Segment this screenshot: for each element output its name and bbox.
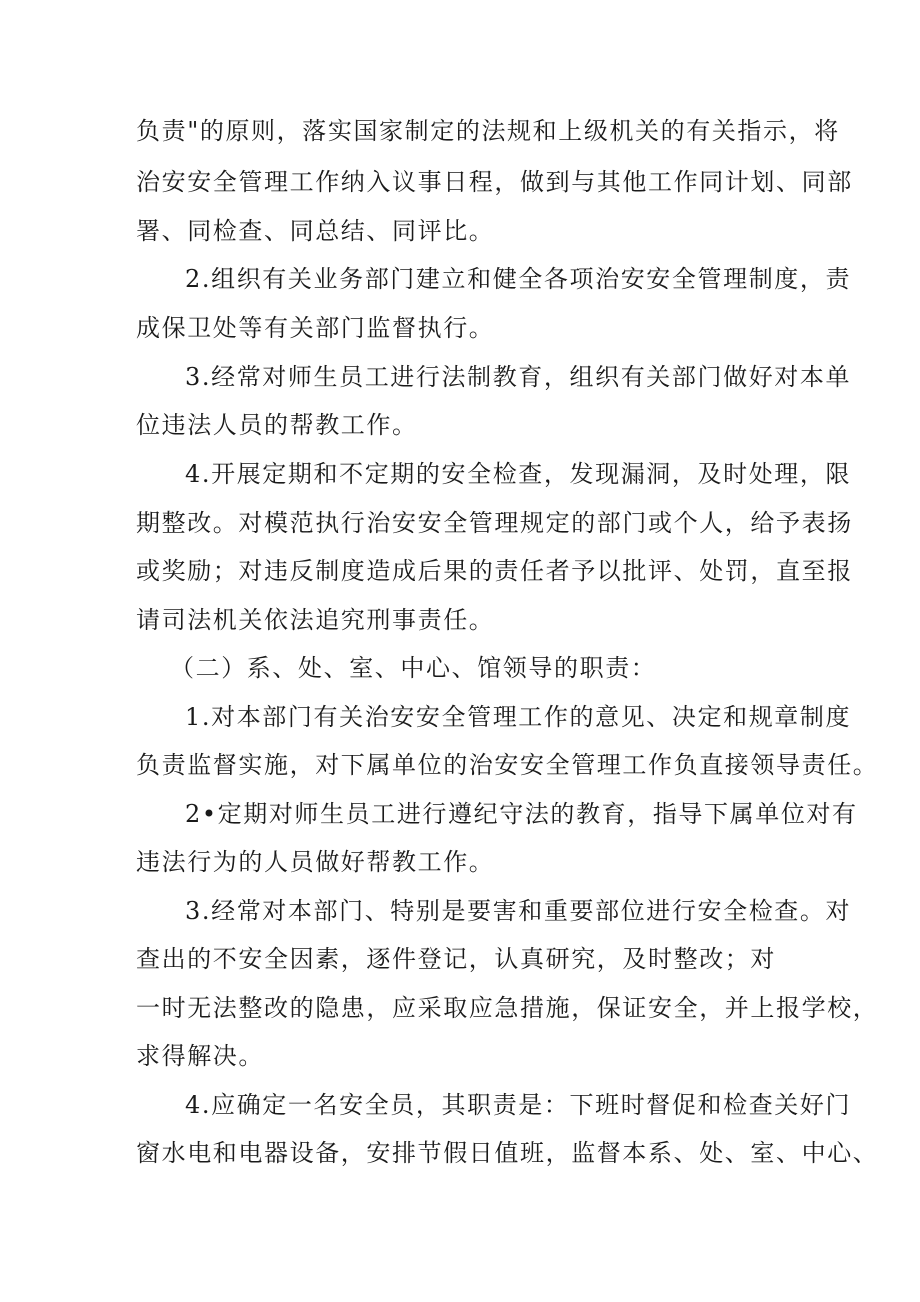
text-line: 窗水电和电器设备，安排节假日值班，监督本系、处、室、中心、 xyxy=(136,1139,879,1167)
text-line: 治安安全管理工作纳入议事日程，做到与其他工作同计划、同部 xyxy=(136,168,853,196)
text-line: 成保卫处等有关部门监督执行。 xyxy=(136,314,495,342)
text-line: 署、同检查、同总结、同评比。 xyxy=(136,217,495,245)
section-heading: （二）系、处、室、中心、馆领导的职责： xyxy=(170,654,657,682)
text-line: 1.对本部门有关治安安全管理工作的意见、决定和规章制度 xyxy=(185,703,852,731)
text-line: 负责监督实施，对下属单位的治安安全管理工作负直接领导责任。 xyxy=(136,751,879,779)
text-line: 求得解决。 xyxy=(136,1042,264,1070)
text-line: 2.组织有关业务部门建立和健全各项治安安全管理制度，责 xyxy=(185,265,852,293)
text-line: 2•定期对师生员工进行遵纪守法的教育，指导下属单位对有 xyxy=(185,800,858,828)
text-line: 违法行为的人员做好帮教工作。 xyxy=(136,848,495,876)
text-line: 或奖励；对违反制度造成后果的责任者予以批评、处罚，直至报 xyxy=(136,557,853,585)
text-line: 期整改。对模范执行治安安全管理规定的部门或个人，给予表扬 xyxy=(136,509,853,537)
text-line: 位违法人员的帮教工作。 xyxy=(136,411,418,439)
text-line: 负责"的原则，落实国家制定的法规和上级机关的有关指示，将 xyxy=(136,117,840,145)
text-line: 一时无法整改的隐患，应采取应急措施，保证安全，并上报学校， xyxy=(136,994,879,1022)
text-line: 查出的不安全因素，逐件登记，认真研究，及时整改；对 xyxy=(136,945,776,973)
text-line: 4.应确定一名安全员，其职责是：下班时督促和检查关好门 xyxy=(185,1091,852,1119)
text-line: 请司法机关依法追究刑事责任。 xyxy=(136,606,495,634)
text-line: 4.开展定期和不定期的安全检查，发现漏洞，及时处理，限 xyxy=(185,460,852,488)
text-line: 3.经常对师生员工进行法制教育，组织有关部门做好对本单 xyxy=(185,363,852,391)
text-line: 3.经常对本部门、特别是要害和重要部位进行安全检查。对 xyxy=(185,897,852,925)
